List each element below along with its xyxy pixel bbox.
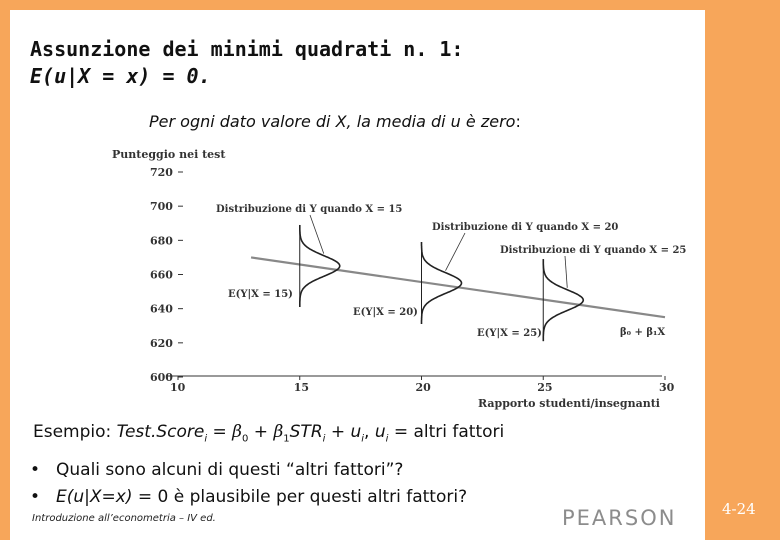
str-term: STR bbox=[289, 422, 323, 442]
chart-marks bbox=[216, 204, 686, 341]
y-tick-label: 600 bbox=[150, 371, 173, 384]
example-equation bbox=[33, 422, 504, 444]
example-rest: = altri fattori bbox=[388, 422, 505, 442]
bullet-em: E(u|X=x) bbox=[56, 487, 133, 507]
example-lhs: Test.Score bbox=[116, 422, 205, 442]
sub-i-2: i bbox=[322, 433, 326, 445]
footer-source: Introduzione all’econometria – IV ed. bbox=[32, 513, 216, 524]
y-tick-label: 680 bbox=[150, 234, 173, 248]
title-line-2: E(u|X = x) = 0. bbox=[30, 64, 211, 88]
y-tick-label: 640 bbox=[150, 302, 173, 316]
publisher-logo: PEARSON bbox=[562, 506, 677, 530]
sub-0: 0 bbox=[242, 433, 249, 445]
regression-line-label: β₀ + β₁X bbox=[620, 327, 666, 338]
y-tick-label: 720 bbox=[150, 166, 173, 179]
plus-2: + bbox=[325, 422, 351, 442]
distribution-label-leader bbox=[446, 233, 466, 271]
y-ticks bbox=[150, 166, 183, 384]
x-tick-label: 25 bbox=[537, 381, 553, 394]
caption-post: : bbox=[515, 112, 521, 131]
y-tick-label: 620 bbox=[150, 336, 173, 350]
bullet-list bbox=[30, 457, 467, 511]
plus-1: + bbox=[248, 422, 274, 442]
y-tick-label: 700 bbox=[150, 200, 173, 214]
u-term: u bbox=[350, 422, 362, 442]
x-tick-label: 30 bbox=[659, 381, 675, 394]
page-number: 4-24 bbox=[722, 500, 756, 518]
y-axis-label: Punteggio nei test bbox=[112, 148, 226, 161]
figure-caption bbox=[149, 112, 521, 131]
y-tick-label: 660 bbox=[150, 268, 173, 282]
conditional-mean-label: E(Y|X = 20) bbox=[353, 307, 418, 318]
distribution-label: Distribuzione di Y quando X = 20 bbox=[432, 222, 619, 233]
bullet-post: = 0 è plausibile per questi altri fattori? bbox=[132, 487, 468, 507]
sub-i-1: i bbox=[204, 433, 208, 445]
bullet-text: Quali sono alcuni di questi “altri fattori”? bbox=[56, 460, 404, 480]
conditional-mean-label: E(Y|X = 15) bbox=[228, 289, 293, 300]
x-ticks bbox=[170, 376, 675, 394]
sub-1: 1 bbox=[283, 433, 290, 445]
sub-i-4: i bbox=[385, 433, 389, 445]
caption-pre: Per ogni dato valore di X, la media di u è bbox=[149, 112, 481, 131]
distribution-label-leader bbox=[565, 256, 567, 288]
sub-i-3: i bbox=[361, 433, 365, 445]
bullet-item bbox=[30, 484, 467, 511]
example-prefix: Esempio: bbox=[33, 422, 117, 442]
regression-figure bbox=[110, 140, 687, 410]
comma: , bbox=[364, 422, 375, 442]
caption-emphasis: zero bbox=[480, 112, 516, 131]
u-term-2: u bbox=[374, 422, 386, 442]
title-line-1: Assunzione dei minimi quadrati n. 1: bbox=[30, 37, 464, 61]
bullet-item bbox=[30, 457, 467, 484]
beta0: β bbox=[232, 422, 242, 442]
bullet-dot: • bbox=[30, 487, 41, 507]
x-axis-label: Rapporto studenti/insegnanti bbox=[478, 397, 660, 410]
x-tick-label: 15 bbox=[293, 381, 310, 394]
x-tick-label: 10 bbox=[170, 381, 186, 394]
distribution-label-leader bbox=[310, 215, 324, 254]
slide bbox=[10, 10, 705, 540]
beta1: β bbox=[273, 422, 284, 442]
bullet-dot: • bbox=[30, 460, 41, 480]
example-eq: = bbox=[207, 422, 233, 442]
distribution-label: Distribuzione di Y quando X = 25 bbox=[500, 245, 687, 256]
distribution-label: Distribuzione di Y quando X = 15 bbox=[216, 204, 403, 215]
x-tick-label: 20 bbox=[415, 381, 431, 394]
conditional-mean-label: E(Y|X = 25) bbox=[477, 328, 542, 339]
slide-title bbox=[30, 36, 463, 90]
